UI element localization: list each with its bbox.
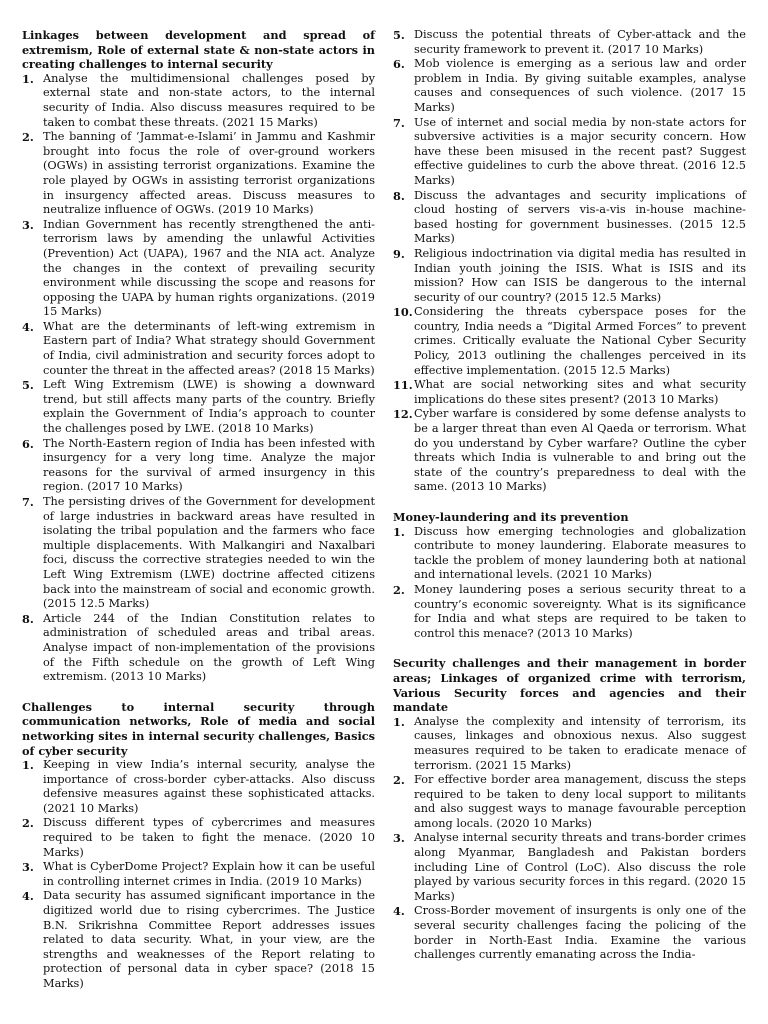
- question-text: Analyse the complexity and intensity of terrorism, its causes, linkages and obnoxious nexus. Also suggest measures required to be taken to eradicate menace of terrorism. (2021 15 Marks): [414, 714, 746, 772]
- question-text: Money laundering poses a serious security threat to a country’s economic sovereignty. What is its significance for India and what steps are required to be taken to control this menace? (2013 10 Marks): [414, 582, 746, 640]
- question-text: Cross-Border movement of insurgents is only one of the several security challenges facing the policing of the border in North-East India. Examine the various challenges currently emanating across the India-: [414, 904, 746, 962]
- list-item: 3. Analyse internal security threats and trans-border crimes along Myanmar, Bangladesh and Pakistan borders including Line of Control (LoC). Also discuss the role played by various security forces in this regard. (2020 15 Marks): [393, 831, 746, 903]
- list-item: 10. Considering the threats cyberspace poses for the country, India needs a “Digital Armed Forces” to prevent crimes. Critically evaluate the National Cyber Security Policy, 2013 outlining the challenges perceived in its effective implementation. (2015 12.5 Marks): [393, 305, 746, 377]
- list-item: 1. Keeping in view India’s internal security, analyse the importance of cross-border cyber-attacks. Also discuss defensive measures against these sophisticated attacks. (2021 10 Marks): [22, 758, 375, 815]
- list-item: 3. Indian Government has recently strengthened the anti-terrorism laws by amending the unlawful Activities (Prevention) Act (UAPA), 1967 and the NIA act. Analyze the changes in the context of prevailing security environment while discussing the scope and reasons for opposing the UAPA by human rights organizations. (2019 15 Marks): [22, 217, 375, 319]
- question-text: Discuss the potential threats of Cyber-attack and the security framework to prevent it. (2017 10 Marks): [414, 28, 746, 56]
- question-text: Discuss the advantages and security implications of cloud hosting of servers vis-a-vis in-house machine- based hosting for government businesses. (2015 12.5 Marks): [414, 188, 746, 246]
- question-text: Discuss different types of cybercrimes and measures required to be taken to fight the menace. (2020 10 Marks): [43, 816, 375, 859]
- question-list-cyber: [22, 758, 375, 992]
- question-text: Mob violence is emerging as a serious law and order problem in India. By giving suitable examples, analyse causes and consequences of such violence. (2017 15 Marks): [414, 57, 746, 114]
- list-item: 1. Analyse the complexity and intensity of terrorism, its causes, linkages and obnoxious nexus. Also suggest measures required to be taken to eradicate menace of terrorism. (2021 15 Marks): [393, 714, 746, 772]
- question-text: Left Wing Extremism (LWE) is showing a downward trend, but still affects many parts of the country. Briefly explain the Government of India’s approach to counter the challenges posed by LWE. (2018 10 Marks): [43, 378, 375, 436]
- list-item: 4. Cross-Border movement of insurgents is only one of the several security challenges facing the policing of the border in North-East India. Examine the various challenges currently emanating across the India-: [393, 904, 746, 962]
- question-text: The persisting drives of the Government for development of large industries in backward areas have resulted in isolating the tribal population and the farmers who face multiple displacements. With Malkangiri and Naxalbari foci, discuss the corrective strategies needed to win the Left Wing Extremism (LWE) doctrine affected citizens back into the mainstream of social and economic growth. (2015 12.5 Marks): [43, 495, 375, 611]
- question-text: The banning of ‘Jammat-e-Islami’ in Jammu and Kashmir brought into focus the role of over-ground workers (OGWs) in assisting terrorist organizations. Examine the role played by OGWs in assisting terrorist organizations in insurgency affected areas. Discuss measures to neutralize influence of OGWs. (2019 10 Marks): [43, 130, 375, 217]
- list-item: 9. Religious indoctrination via digital media has resulted in Indian youth joining the ISIS. What is ISIS and its mission? How can ISIS be dangerous to the internal security of our country? (2015 12.5 Marks): [393, 246, 746, 304]
- question-text: What are the determinants of left-wing extremism in Eastern part of India? What strategy should Government of India, civil administration and security forces adopt to counter the threat in the affected areas? (2018 15 Marks): [43, 319, 375, 377]
- question-text: Keeping in view India’s internal security, analyse the importance of cross-border cyber-attacks. Also discuss defensive measures against these sophisticated attacks. (2021 10 Marks): [43, 758, 375, 815]
- section-title-border-security: Security challenges and their management in border areas; Linkages of organized crime with terrorism, Various Security forces and agencies and their mandate: [393, 656, 746, 715]
- question-text: Article 244 of the Indian Constitution relates to administration of scheduled areas and tribal areas. Analyse impact of non-implementation of the provisions of the Fifth schedule on the growth of Left Wing extremism. (2013 10 Marks): [43, 611, 375, 684]
- question-text: Analyse internal security threats and trans-border crimes along Myanmar, Bangladesh and Pakistan borders including Line of Control (LoC). Also discuss the role played by various security forces in this regard. (2020 15 Marks): [414, 831, 746, 903]
- list-item: 5. Discuss the potential threats of Cyber-attack and the security framework to prevent it. (2017 10 Marks): [393, 28, 746, 56]
- section-title-extremism: Linkages between development and spread of extremism, Role of external state & non-state actors in creating challenges to internal security: [22, 28, 375, 72]
- question-list-money-laundering: [393, 525, 746, 642]
- question-list-cyber-continued: [393, 28, 746, 495]
- list-item: 5. Left Wing Extremism (LWE) is showing a downward trend, but still affects many parts of the country. Briefly explain the Government of India’s approach to counter the challenges posed by LWE. (2018 10 Marks): [22, 378, 375, 436]
- right-column: [393, 28, 746, 1024]
- list-item: 6. The North-Eastern region of India has been infested with insurgency for a very long time. Analyze the major reasons for the survival of armed insurgency in this region. (2017 10 Marks): [22, 436, 375, 494]
- list-item: 2. For effective border area management, discuss the steps required to be taken to deny local support to militants and also suggest ways to manage favourable perception among locals. (2020 10 Marks): [393, 773, 746, 830]
- list-item: 4. What are the determinants of left-wing extremism in Eastern part of India? What strategy should Government of India, civil administration and security forces adopt to counter the threat in the affected areas? (2018 15 Marks): [22, 319, 375, 377]
- list-item: 11. What are social networking sites and what security implications do these sites present? (2013 10 Marks): [393, 378, 746, 406]
- list-item: 8. Discuss the advantages and security implications of cloud hosting of servers vis-a-vis in-house machine- based hosting for government businesses. (2015 12.5 Marks): [393, 188, 746, 246]
- question-text: Use of internet and social media by non-state actors for subversive activities is a major security concern. How have these been misused in the recent past? Suggest effective guidelines to curb the above threat. (2016 12.5 Marks): [414, 115, 746, 187]
- list-item: 2. Money laundering poses a serious security threat to a country’s economic sovereignty. What is its significance for India and what steps are required to be taken to control this menace? (2013 10 Marks): [393, 582, 746, 640]
- question-list-border-security: [393, 715, 746, 963]
- question-text: Religious indoctrination via digital media has resulted in Indian youth joining the ISIS. What is ISIS and its mission? How can ISIS be dangerous to the internal security of our country? (2015 12.5 Marks): [414, 246, 746, 304]
- question-list-extremism: [22, 72, 375, 685]
- list-item: 12. Cyber warfare is considered by some defense analysts to be a larger threat than even Al Qaeda or terrorism. What do you understand by Cyber warfare? Outline the cyber threats which India is vulnerable to and bring out the state of the country’s preparedness to deal with the same. (2013 10 Marks): [393, 407, 746, 494]
- list-item: 1. Analyse the multidimensional challenges posed by external state and non-state actors, to the internal security of India. Also discuss measures required to be taken to combat these threats. (2021 15 Marks): [22, 71, 375, 129]
- question-text: What is CyberDome Project? Explain how it can be useful in controlling internet crimes in India. (2019 10 Marks): [43, 860, 375, 888]
- list-item: 7. The persisting drives of the Government for development of large industries in backward areas have resulted in isolating the tribal population and the farmers who face multiple displacements. With Malkangiri and Naxalbari foci, discuss the corrective strategies needed to win the Left Wing Extremism (LWE) doctrine affected citizens back into the mainstream of social and economic growth. (2015 12.5 Marks): [22, 495, 375, 611]
- question-text: Cyber warfare is considered by some defense analysts to be a larger threat than even Al Qaeda or terrorism. What do you understand by Cyber warfare? Outline the cyber threats which India is vulnerable to and bring out the state of the country’s preparedness to deal with the same. (2013 10 Marks): [414, 407, 746, 494]
- list-item: 7. Use of internet and social media by non-state actors for subversive activities is a major security concern. How have these been misused in the recent past? Suggest effective guidelines to curb the above threat. (2016 12.5 Marks): [393, 115, 746, 187]
- section-title-money-laundering: Money-laundering and its prevention: [393, 510, 629, 524]
- question-text: For effective border area management, discuss the steps required to be taken to deny local support to militants and also suggest ways to manage favourable perception among locals. (2020 10 Marks): [414, 773, 746, 830]
- question-text: Discuss how emerging technologies and globalization contribute to money laundering. Elaborate measures to tackle the problem of money laundering both at national and international levels. (2021 10 Marks): [414, 524, 746, 582]
- list-item: 2. The banning of ‘Jammat-e-Islami’ in Jammu and Kashmir brought into focus the role of over-ground workers (OGWs) in assisting terrorist organizations. Examine the role played by OGWs in assisting terrorist organizations in insurgency affected areas. Discuss measures to neutralize influence of OGWs. (2019 10 Marks): [22, 130, 375, 217]
- list-item: 4. Data security has assumed significant importance in the digitized world due to rising cybercrimes. The Justice B.N. Srikrishna Committee Report addresses issues related to data security. What, in your view, are the strengths and weaknesses of the Report relating to protection of personal data in cyber space? (2018 15 Marks): [22, 889, 375, 990]
- question-text: Indian Government has recently strengthened the anti-terrorism laws by amending the unlawful Activities (Prevention) Act (UAPA), 1967 and the NIA act. Analyze the changes in the context of prevailing security environment while discussing the scope and reasons for opposing the UAPA by human rights organizations. (2019 15 Marks): [43, 217, 375, 319]
- list-item: 2. Discuss different types of cybercrimes and measures required to be taken to fight the menace. (2020 10 Marks): [22, 816, 375, 859]
- question-text: Analyse the multidimensional challenges posed by external state and non-state actors, to the internal security of India. Also discuss measures required to be taken to combat these threats. (2021 15 Marks): [43, 71, 375, 129]
- list-item: 6. Mob violence is emerging as a serious law and order problem in India. By giving suitable examples, analyse causes and consequences of such violence. (2017 15 Marks): [393, 57, 746, 114]
- question-text: Data security has assumed significant importance in the digitized world due to rising cybercrimes. The Justice B.N. Srikrishna Committee Report addresses issues related to data security. What, in your view, are the strengths and weaknesses of the Report relating to protection of personal data in cyber space? (2018 15 Marks): [43, 889, 375, 990]
- list-item: 8. Article 244 of the Indian Constitution relates to administration of scheduled areas and tribal areas. Analyse impact of non-implementation of the provisions of the Fifth schedule on the growth of Left Wing extremism. (2013 10 Marks): [22, 611, 375, 684]
- question-text: The North-Eastern region of India has been infested with insurgency for a very long time. Analyze the major reasons for the survival of armed insurgency in this region. (2017 10 Marks): [43, 436, 375, 494]
- list-item: 3. What is CyberDome Project? Explain how it can be useful in controlling internet crimes in India. (2019 10 Marks): [22, 860, 375, 888]
- question-text: What are social networking sites and what security implications do these sites present? (2013 10 Marks): [414, 378, 746, 406]
- left-column: [22, 28, 375, 1024]
- section-title-cyber: Challenges to internal security through communication networks, Role of media and social networking sites in internal security challenges, Basics of cyber security: [22, 699, 375, 758]
- list-item: 1. Discuss how emerging technologies and globalization contribute to money laundering. Elaborate measures to tackle the problem of money laundering both at national and international levels. (2021 10 Marks): [393, 524, 746, 582]
- question-text: Considering the threats cyberspace poses for the country, India needs a “Digital Armed Forces” to prevent crimes. Critically evaluate the National Cyber Security Policy, 2013 outlining the challenges perceived in its effective implementation. (2015 12.5 Marks): [414, 305, 746, 377]
